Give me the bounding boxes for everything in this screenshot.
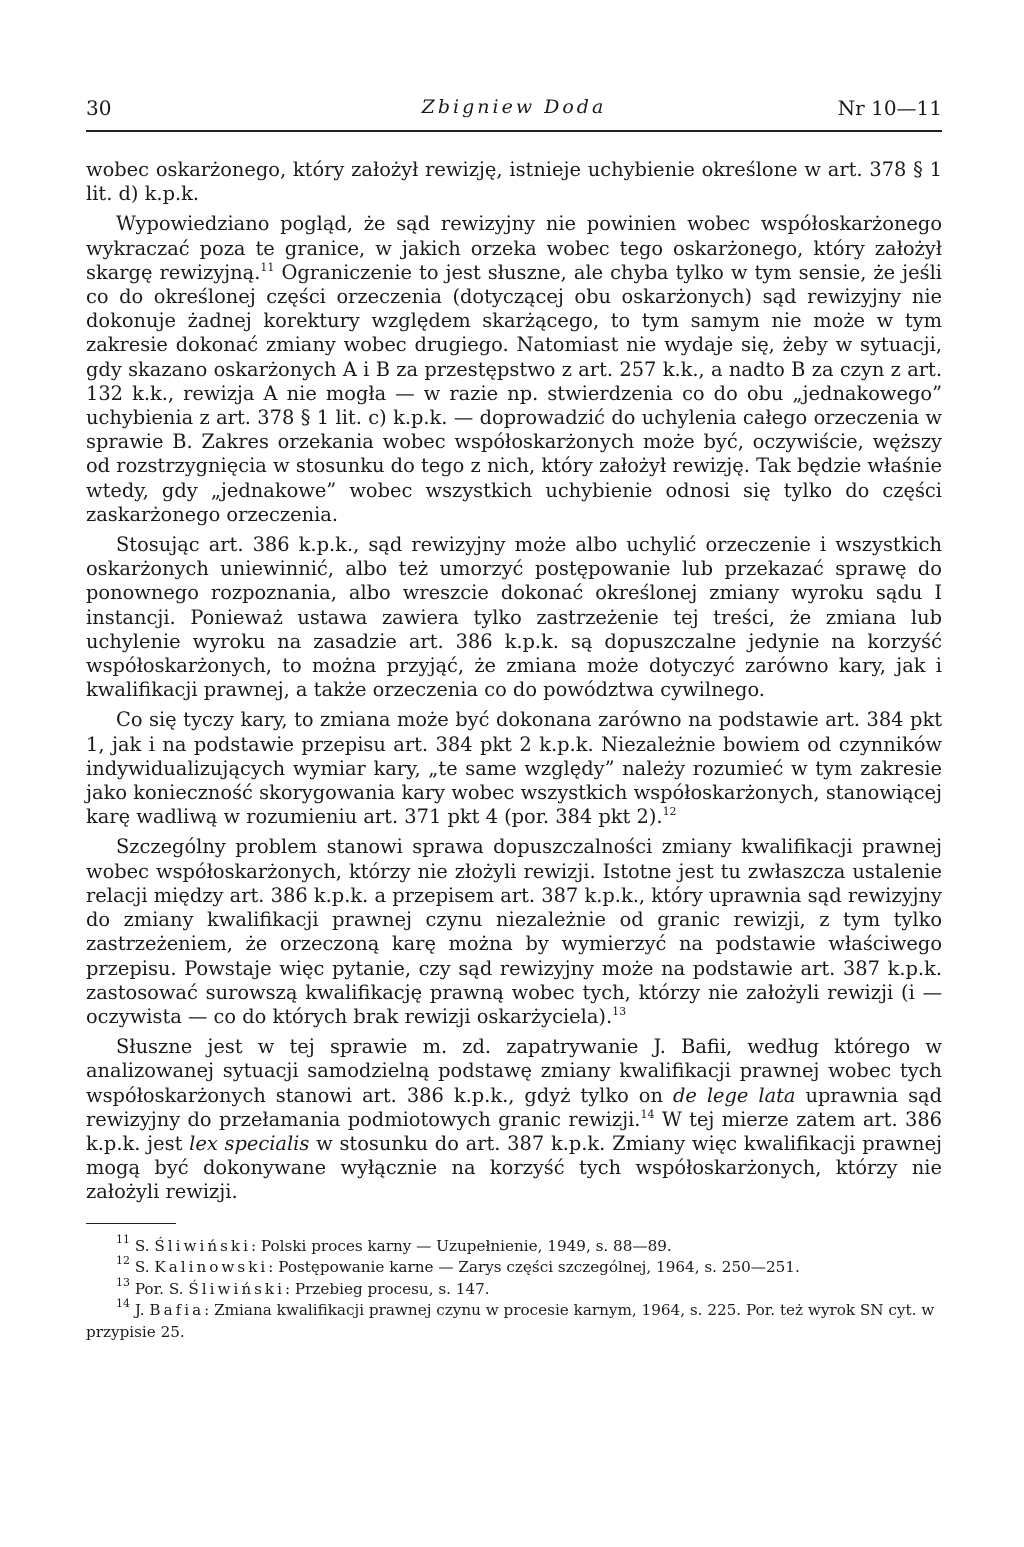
running-author: Zbigniew Doda xyxy=(421,96,607,118)
footnote xyxy=(86,1254,942,1279)
body-text xyxy=(86,158,942,1205)
paragraph xyxy=(86,708,942,829)
text-run: Por. S. xyxy=(130,1279,189,1298)
author-name: Śliwiński xyxy=(154,1236,251,1255)
text-run: : Postępowanie karne — Zarys części szczególnej, 1964, s. 250—251. xyxy=(268,1258,800,1277)
text-run: : Przebieg procesu, s. 147. xyxy=(284,1279,490,1298)
text-run: Stosując art. 386 k.p.k., sąd rewizyjny może albo uchylić orzeczenie i wszystkich oskarżonych uniewinnić, albo też umorzyć postępowanie lub przekazać sprawę do ponownego rozpoznania, albo wreszcie dokonać określonej zmiany wyroku sądu I instancji. Ponieważ ustawa zawiera tylko zastrzeżenie tej treści, że zmiana lub uchylenie wyroku na zasadzie art. 386 k.p.k. są dopuszczalne jedynie na korzyść współoskarżonych, to można przyjąć, że zmiana może dotyczyć zarówno kary, jak i kwalifikacji prawnej, a także orzeczenia co do powództwa cywilnego. xyxy=(86,533,942,702)
author-name: Bafia xyxy=(149,1301,205,1320)
footnote xyxy=(86,1232,942,1258)
footnote-rule xyxy=(86,1223,176,1224)
text-run: wobec oskarżonego, który założył rewizję, istnieje uchybienie określone w art. 378 § 1 lit. d) k.p.k. xyxy=(86,158,942,206)
text-run: W tej mierze zatem art. 386 k.p.k. jest xyxy=(86,1107,942,1155)
text-run: Co się tyczy kary, to zmiana może być dokonana zarówno na podstawie art. 384 pkt 1, jak i na podstawie przepisu art. 384 pkt 2 k.p.k. Niezależnie bowiem od czynników indywidualizujących wymiar kary, „te same względy” należy rozumieć w tym zakresie jako konieczność skorygowania kary wobec wszystkich współoskarżonych, stanowiącej karę wadliwą w rozumieniu art. 371 pkt 4 (por. 384 pkt 2). xyxy=(86,708,942,829)
text-run: J. xyxy=(130,1301,150,1320)
text-run: Ograniczenie to jest słuszne, ale chyba tylko w tym sensie, że jeśli co do określonej części orzeczenia (dotyczącej obu oskarżonych) sąd rewizyjny nie dokonuje żadnej korektury względem skarżącego, to tym samym nie może w tym zakresie dokonać zmiany wobec drugiego. Natomiast nie wydaje się, żeby w sytuacji, gdy skazano oskarżonych A i B za przestępstwo z art. 257 k.k., a nadto B za czyn z art. 132 k.k., rewizja A nie mogła — w razie np. stwierdzenia co do obu „jednakowego” uchybienia z art. 378 § 1 lit. c) k.p.k. — doprowadzić do uchylenia całego orzeczenia w sprawie B. Zakres orzekania wobec współoskarżonych może być, oczywiście, węższy od rozstrzygnięcia w stosunku do tego z nich, który założył rewizję. Tak będzie właśnie wtedy, gdy „jednakowe” wobec wszystkich uchybienie odnosi się tylko do części zaskarżonego orzeczenia. xyxy=(86,260,942,526)
footnote xyxy=(86,1275,942,1301)
page-number: 30 xyxy=(86,96,112,120)
footnote-ref: 12 xyxy=(662,805,677,819)
footnote-ref: 13 xyxy=(116,1275,130,1289)
footnote-ref: 14 xyxy=(116,1297,130,1311)
text-run: : Polski proces karny — Uzupełnienie, 1949, s. 88—89. xyxy=(250,1236,672,1255)
footnote-ref: 14 xyxy=(640,1107,655,1121)
text-run: S. xyxy=(130,1258,155,1277)
paragraph xyxy=(86,835,942,1029)
running-header xyxy=(86,96,942,126)
text-run: w stosunku do art. 387 k.p.k. Zmiany więc kwalifikacji prawnej mogą być dokonywane wyłącznie na korzyść tych współoskarżonych, którzy nie założyli rewizji. xyxy=(86,1131,943,1204)
author-name: Śliwiński xyxy=(188,1279,285,1298)
text-run: : Zmiana kwalifikacji prawnej czynu w procesie karnym, 1964, s. 225. Por. też wyrok SN cyt. w przypisie 25. xyxy=(86,1301,935,1341)
italic-term: de lege lata xyxy=(672,1083,796,1107)
paragraph xyxy=(86,1035,942,1204)
paragraph xyxy=(86,533,942,702)
footnotes xyxy=(86,1232,942,1344)
italic-term: lex specialis xyxy=(189,1131,310,1155)
paragraph xyxy=(86,212,942,527)
footnote-ref: 13 xyxy=(612,1004,627,1018)
text-run: Szczególny problem stanowi sprawa dopuszczalności zmiany kwalifikacji prawnej wobec współoskarżonych, którzy nie złożyli rewizji. Istotne jest tu zwłaszcza ustalenie relacji między art. 386 k.p.k. a przepisem art. 387 k.p.k., który uprawnia sąd rewizyjny do zmiany kwalifikacji prawnej czynu niezależnie od granic rewizji, z tym tylko zastrzeżeniem, że orzeczoną karę można by wymierzyć na podstawie właściwego przepisu. Powstaje więc pytanie, czy sąd rewizyjny może na podstawie art. 387 k.p.k. zastosować surowszą kwalifikację prawną wobec tych, którzy nie założyli rewizji (i — oczywista — co do których brak rewizji oskarżyciela). xyxy=(86,835,942,1028)
text-run: Wypowiedziano pogląd, że sąd rewizyjny nie powinien wobec współoskarżonego wykraczać poza te granice, w jakich orzeka wobec tego oskarżonego, który założył skargę rewizyjną. xyxy=(86,212,942,284)
footnote-ref: 12 xyxy=(116,1254,130,1268)
paragraph xyxy=(86,158,942,206)
text-run: S. xyxy=(130,1236,155,1255)
issue-number: Nr 10—11 xyxy=(837,96,942,120)
text-run: Słuszne jest w tej sprawie m. zd. zapatrywanie J. Bafii, według którego w analizowanej sytuacji samodzielną podstawę zmiany kwalifikacji prawnej wobec tych współoskarżonych stanowi art. 386 k.p.k., gdyż tylko on xyxy=(86,1035,942,1107)
footnote xyxy=(86,1297,942,1343)
text-run: uprawnia sąd rewizyjny do przełamania podmiotowych granic rewizji. xyxy=(86,1083,942,1131)
header-rule xyxy=(86,130,942,132)
footnote-ref: 11 xyxy=(260,260,275,274)
footnote-ref: 11 xyxy=(116,1232,130,1246)
author-name: Kalinowski xyxy=(154,1258,269,1277)
